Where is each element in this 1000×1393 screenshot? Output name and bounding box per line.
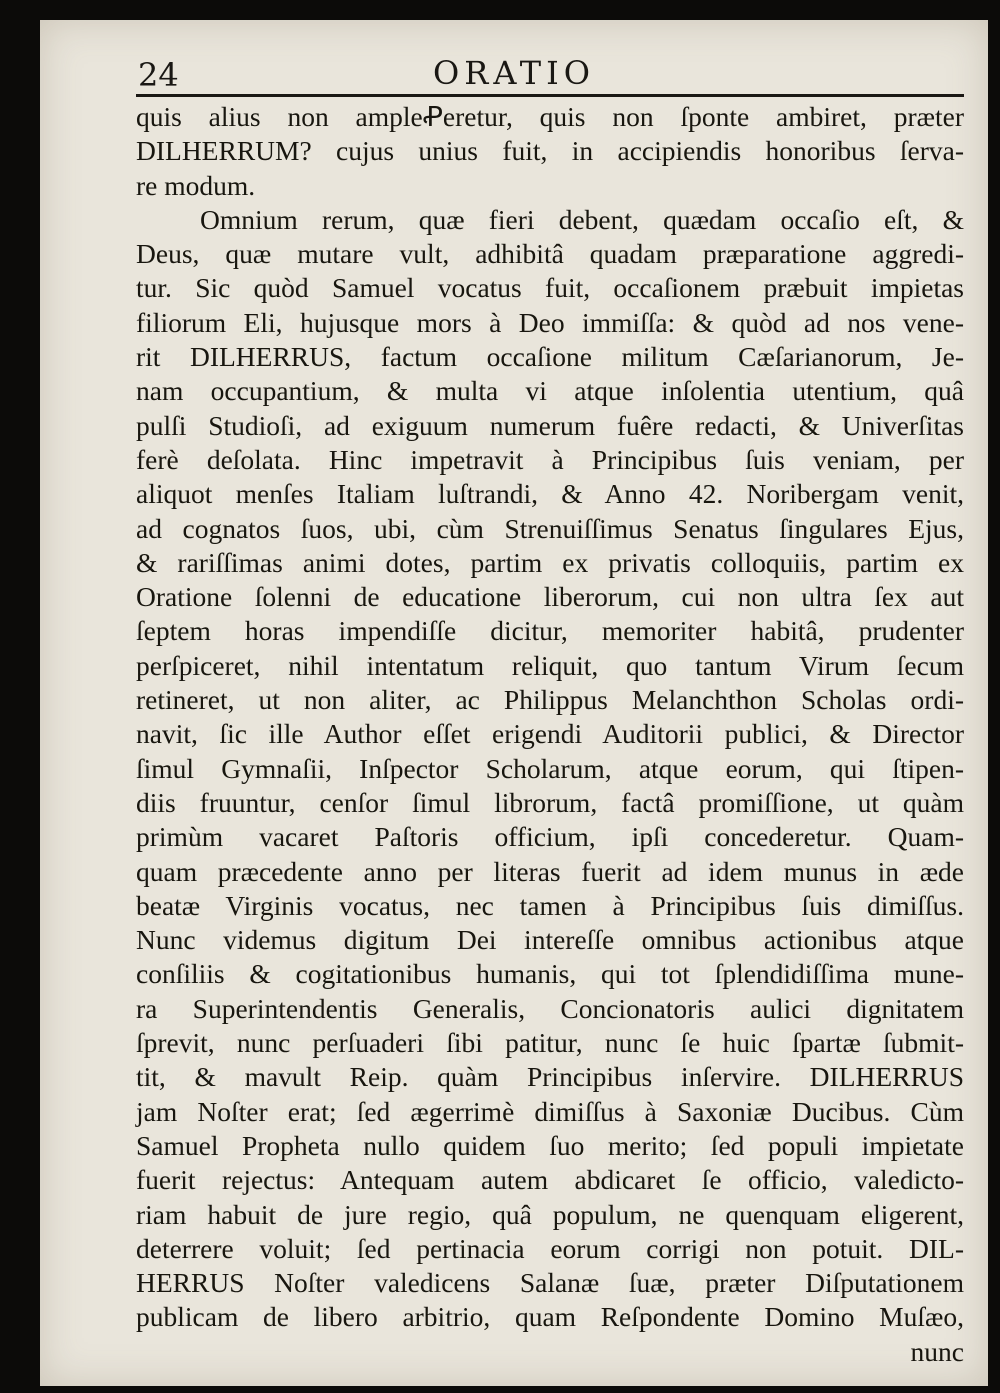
text-line: ſprevit, nunc perſuaderi ſibi patitur, nunc ſe huic ſpartæ ſubmit- [136,1027,964,1059]
text-line: riam habuit de jure regio, quâ populum, ne quenquam eligerent, [136,1198,964,1230]
body-text [136,100,964,1369]
text-line: navit, ſic ille Author eſſet erigendi Auditorii publici, & Director [136,718,964,750]
text-line: conſiliis & cogitationibus humanis, qui tot ſplendidiſſima mune- [136,958,964,990]
text-line: quis alius non ampleꝒeretur, quis non ſponte ambiret, præter [136,101,964,132]
text-line: Nunc videmus digitum Dei intereſſe omnibus actionibus atque [136,924,964,956]
text-line: Oratione ſolenni de educatione liberorum, cui non ultra ſex aut [136,581,964,613]
text-line: ra Superintendentis Generalis, Concionatoris aulici dignitatem [136,992,964,1024]
text-line: aliquot menſes Italiam luſtrandi, & Anno 42. Noribergam venit, [136,478,964,510]
text-line: Deus, quæ mutare vult, adhibitâ quadam præparatione aggredi- [136,238,964,270]
text-line: ad cognatos ſuos, ubi, cùm Strenuiſſimus Senatus ſingulares Ejus, [136,512,964,544]
text-line: Samuel Propheta nullo quidem ſuo merito; ſed populi impietate [136,1129,964,1161]
text-line: tit, & mavult Reip. quàm Principibus inſervire. DILHERRUS [136,1061,964,1093]
text-line: DILHERRUM? cujus unius fuit, in accipiendis honoribus ſerva- [136,135,964,167]
text-line: tur. Sic quòd Samuel vocatus fuit, occaſionem præbuit impietas [136,272,964,304]
text-line: pulſi Studioſi, ad exiguum numerum fuêre redacti, & Univerſitas [136,409,964,441]
text-line: jam Noſter erat; ſed ægerrimè dimiſſus à Saxoniæ Ducibus. Cùm [136,1095,964,1127]
running-title: ORATIO [433,54,595,92]
text-line: nam occupantium, & multa vi atque inſolentia utentium, quâ [136,375,964,407]
text-line: perſpiceret, nihil intentatum reliquit, quo tantum Virum ſecum [136,649,964,681]
text-line: ſimul Gymnaſii, Inſpector Scholarum, atque eorum, qui ſtipen- [136,752,964,784]
text-line: ſeptem horas impendiſſe dicitur, memoriter habitâ, prudenter [136,615,964,647]
text-line: fuerit rejectus: Antequam autem abdicaret ſe officio, valedicto- [136,1164,964,1196]
text-line: & rariſſimas animi dotes, partim ex privatis colloquiis, partim ex [136,546,964,578]
text-line: quam præcedente anno per literas fuerit ad idem munus in æde [136,855,964,887]
text-line: beatæ Virginis vocatus, nec tamen à Principibus ſuis dimiſſus. [136,889,964,921]
text-line: publicam de libero arbitrio, quam Reſpondente Domino Muſæo, [136,1301,964,1333]
text-line: filiorum Eli, hujusque mors à Deo immiſſa: & quòd ad nos vene- [136,306,964,338]
text-line: re modum. [136,169,256,201]
text-line: retineret, ut non aliter, ac Philippus Melanchthon Scholas ordi- [136,684,964,716]
text-line: primùm vacaret Paſtoris officium, ipſi concederetur. Quam- [136,821,964,853]
page-number: 24 [138,56,179,94]
book-page [40,20,988,1386]
text-line: rit DILHERRUS, factum occaſione militum Cæſarianorum, Je- [136,341,964,373]
text-line: HERRUS Noſter valedicens Salanæ ſuæ, præter Diſputationem [136,1267,964,1299]
text-line: nunc [910,1335,964,1367]
text-line: ferè deſolata. Hinc impetravit à Principibus ſuis veniam, per [136,443,964,475]
header-rule [136,94,964,97]
text-line: diis fruuntur, cenſor ſimul librorum, factâ promiſſione, ut quàm [136,786,964,818]
text-line: Omnium rerum, quæ fieri debent, quædam occaſio eſt, & [200,203,964,235]
text-line: deterrere voluit; ſed pertinacia eorum corrigi non potuit. DIL- [136,1232,964,1264]
